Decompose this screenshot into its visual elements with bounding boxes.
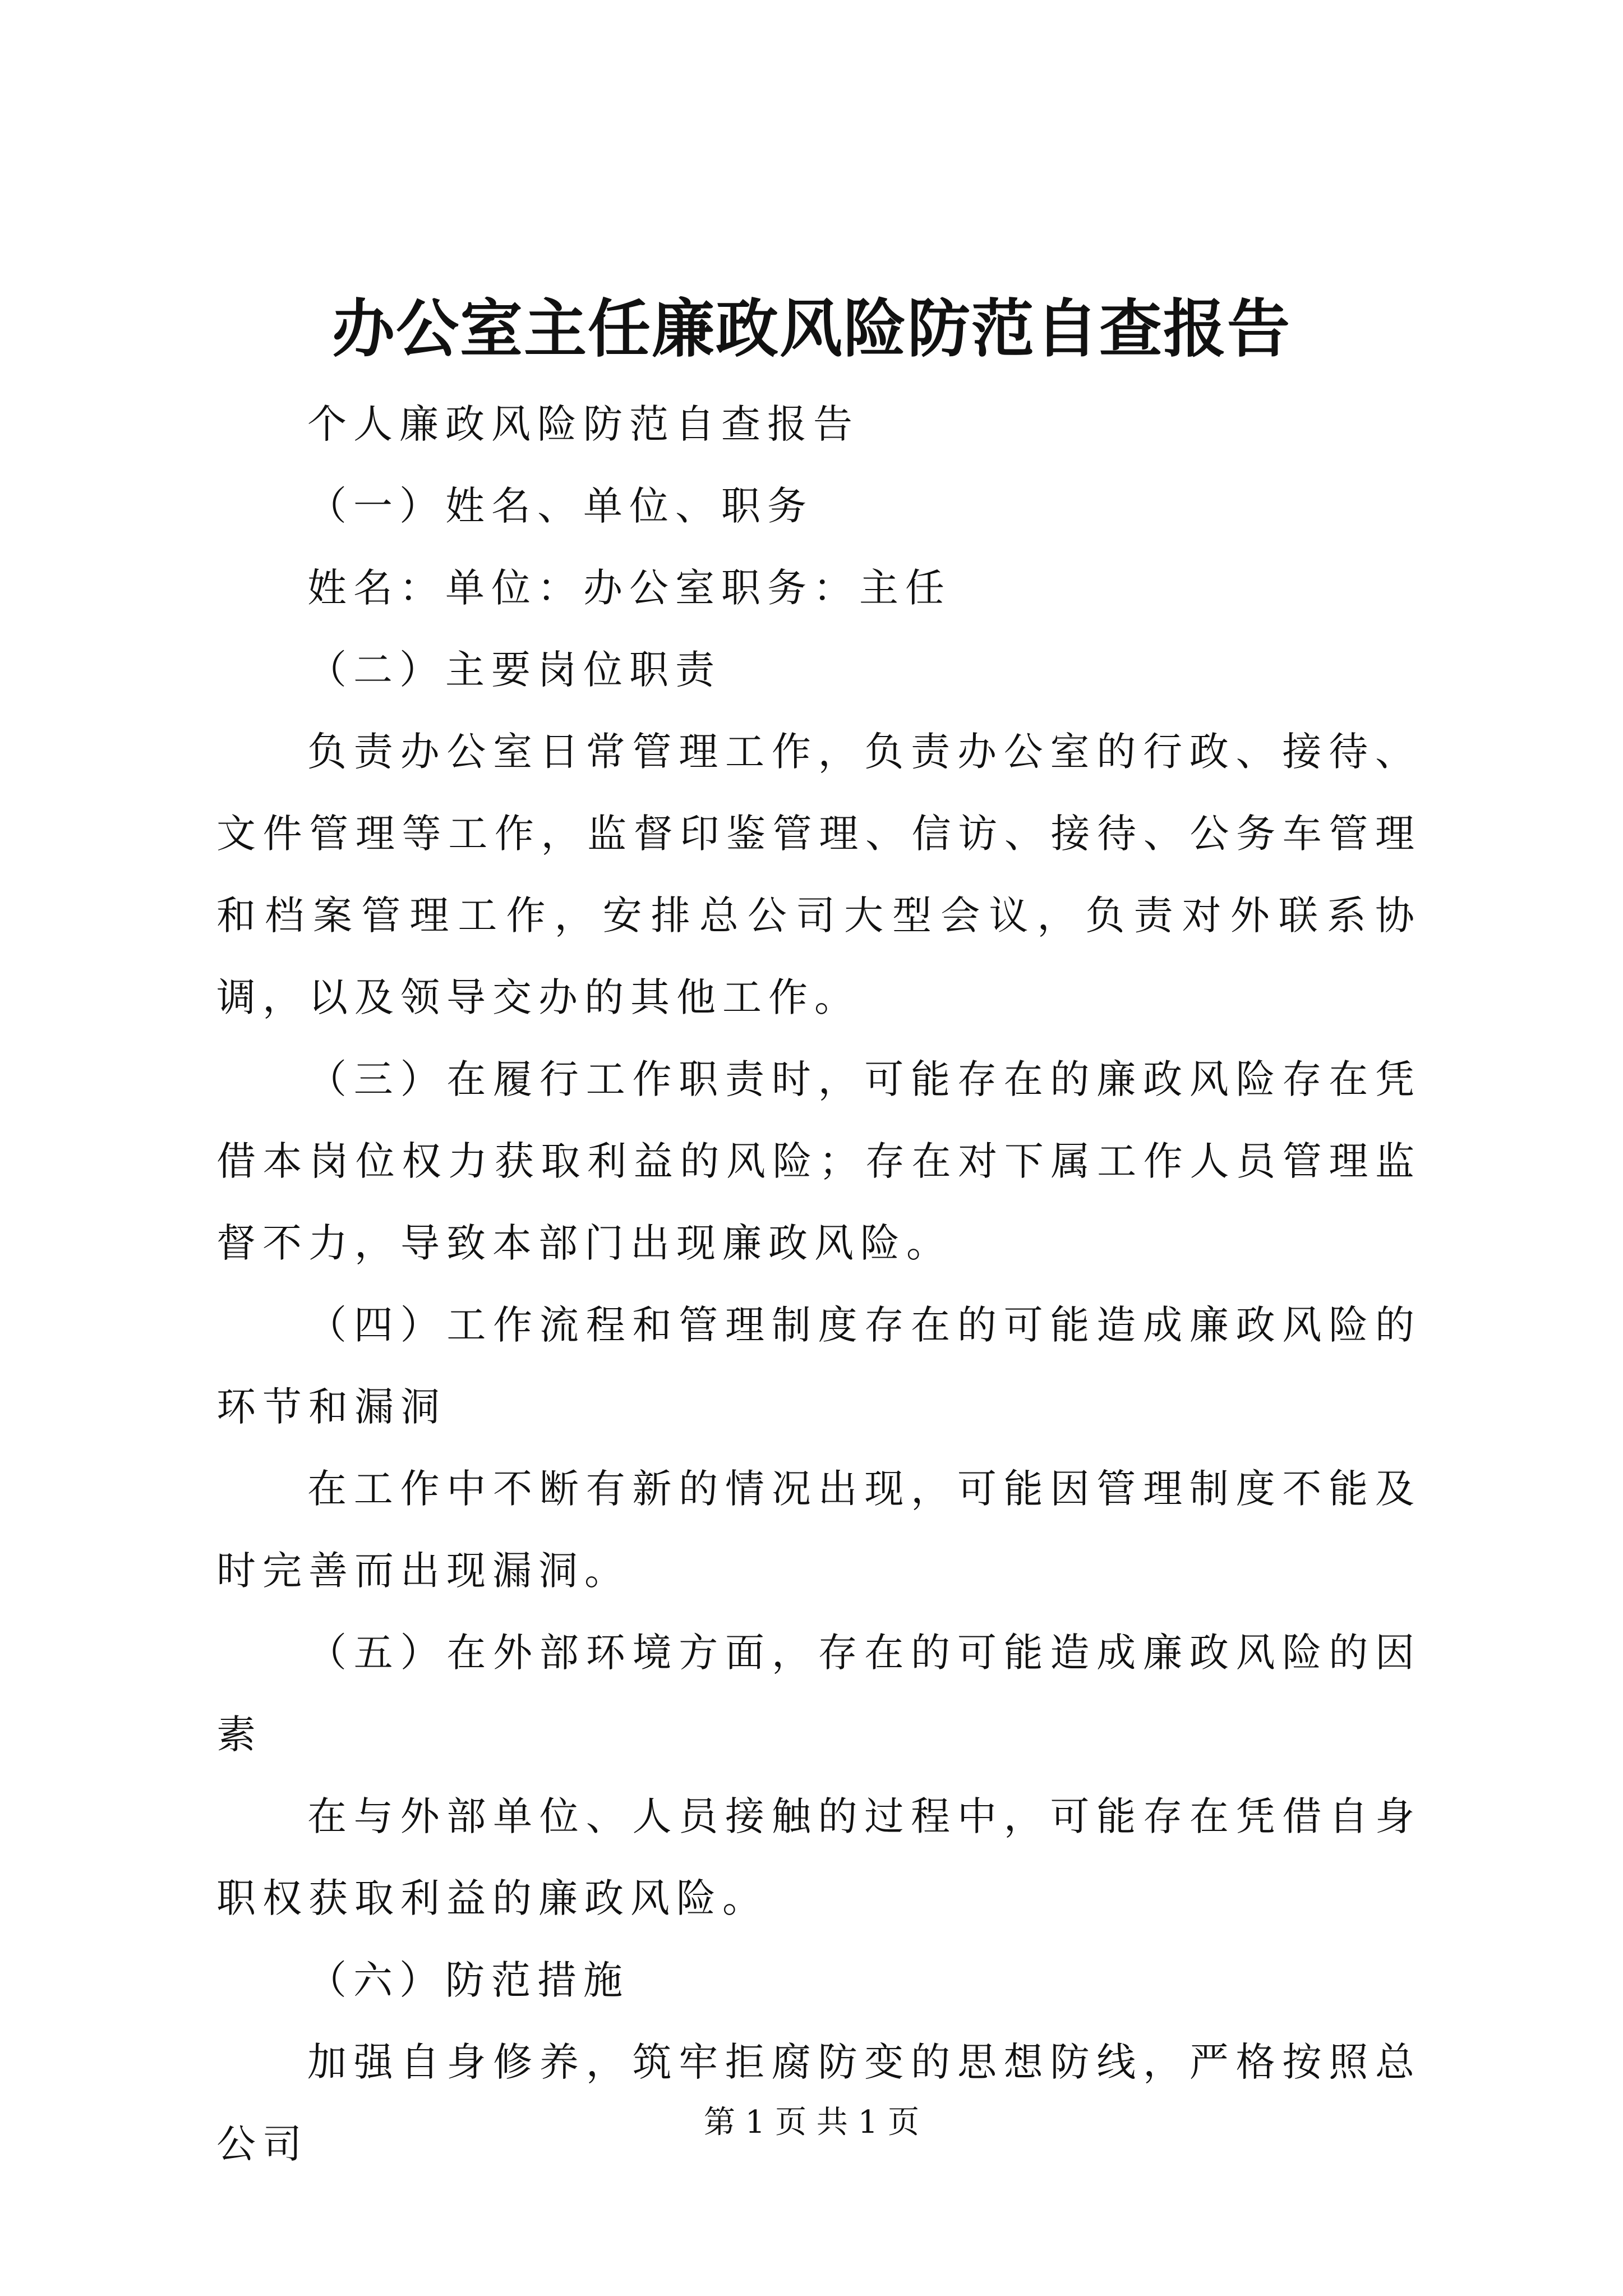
paragraph-duties: 负责办公室日常管理工作，负责办公室的行政、接待、文件管理等工作，监督印鉴管理、信访、接待、公务车管理和档案管理工作，安排总公司大型会议，负责对外联系协调，以及领导交办的其他工作。: [216, 729, 1421, 1020]
paragraph-section-1-heading: （一）姓名、单位、职务: [307, 483, 813, 529]
paragraph-section-6-body: 加强自身修养，筑牢拒腐防变的思想防线，严格按照总公司: [216, 2039, 1421, 2167]
page-footer: 第 1 页 共 1 页: [703, 2104, 920, 2141]
paragraph-section-5-heading: （五）在外部环境方面，存在的可能造成廉政风险的因素: [216, 1630, 1421, 1757]
paragraph-section-5-body: 在与外部单位、人员接触的过程中，可能存在凭借自身职权获取利益的廉政风险。: [216, 1793, 1421, 1921]
document-title: 办公室主任廉政风险防范自查报告: [332, 292, 1291, 366]
paragraph-section-3: （三）在履行工作职责时，可能存在的廉政风险存在凭借本岗位权力获取利益的风险；存在对下属工作人员管理监督不力，导致本部门出现廉政风险。: [216, 1056, 1421, 1266]
paragraph-section-2-heading: （二）主要岗位职责: [307, 647, 721, 693]
paragraph-section-4-body: 在工作中不断有新的情况出现，可能因管理制度不能及时完善而出现漏洞。: [216, 1466, 1421, 1594]
paragraph-subtitle: 个人廉政风险防范自查报告: [307, 401, 859, 447]
paragraph-name-unit-position: 姓名：单位：办公室职务：主任: [307, 565, 951, 611]
paragraph-section-6-heading: （六）防范措施: [307, 1957, 629, 2003]
paragraph-section-4-heading: （四）工作流程和管理制度存在的可能造成廉政风险的环节和漏洞: [216, 1302, 1421, 1430]
document-body: [216, 383, 1421, 2185]
